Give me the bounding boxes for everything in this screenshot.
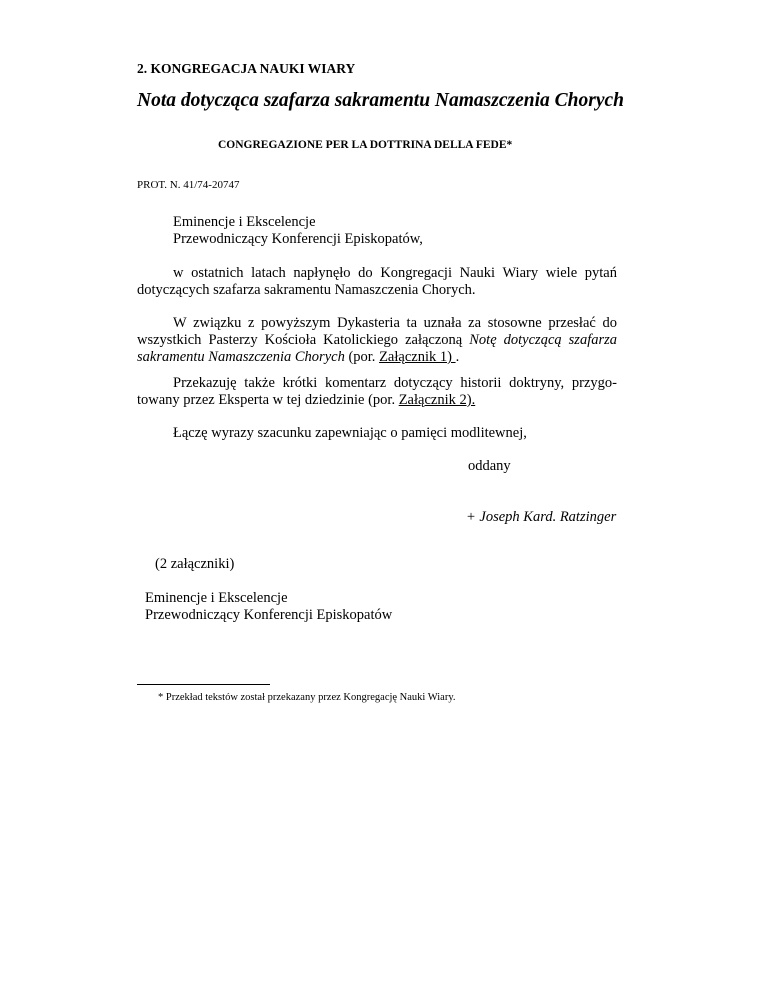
recipient-line-1: Eminencje i Ekscelencje (145, 590, 288, 606)
note-title-italic: Notę dotyczącą szafarza sakramentu Namaszczenia Chorych (137, 332, 618, 365)
signature: + Joseph Kard. Ratzinger (466, 509, 617, 525)
address-line-1: Eminencje i Ekscelencje (173, 214, 316, 230)
valediction: oddany (468, 458, 511, 474)
paragraph-2 (137, 315, 617, 366)
congregation-name: CONGREGAZIONE PER LA DOTTRINA DELLA FEDE* (218, 139, 513, 151)
paragraph-2-end: . (455, 349, 460, 365)
protocol-number: PROT. N. 41/74-20747 (137, 179, 240, 191)
closing-line: Łączę wyrazy szacunku zapewniając o pamięci modlitewnej, (173, 425, 527, 441)
paragraph-3 (137, 375, 617, 409)
paragraph-2-text: W związku z powyższym Dykasteria ta uznała za stosowne przesłać do wszystkich Pasterzy Kościoła Katolickiego załączoną (137, 315, 617, 348)
paragraph-2-mid: (por. (344, 349, 380, 365)
document-title: Nota dotycząca szafarza sakramentu Namaszczenia Chorych (137, 90, 624, 111)
section-heading: 2. KONGREGACJA NAUKI WIARY (137, 61, 356, 76)
footnote-divider (137, 684, 270, 685)
footnote: * Przekład tekstów został przekazany przez Kongregację Nauki Wiary. (158, 692, 456, 703)
attachment-2-link[interactable]: Załącznik 2). (398, 392, 476, 408)
recipient-line-2: Przewodniczący Konferencji Episkopatów (145, 607, 393, 623)
attachments-count: (2 załączniki) (155, 556, 235, 572)
paragraph-3-text: Przekazuję także krótki komentarz dotyczący historii doktryny, przygo- towany przez Eksperta w tej dziedzinie (por. (137, 375, 617, 408)
salutation-address (173, 214, 423, 248)
recipient-address (145, 590, 392, 624)
paragraph-1: w ostatnich latach napłynęło do Kongregacji Nauki Wiary wiele pytań dotyczących szafarza sakramentu Namaszczenia Chorych. (137, 265, 617, 298)
address-line-2: Przewodniczący Konferencji Episkopatów, (173, 231, 423, 247)
attachment-1-link[interactable]: Załącznik 1) (379, 349, 456, 365)
